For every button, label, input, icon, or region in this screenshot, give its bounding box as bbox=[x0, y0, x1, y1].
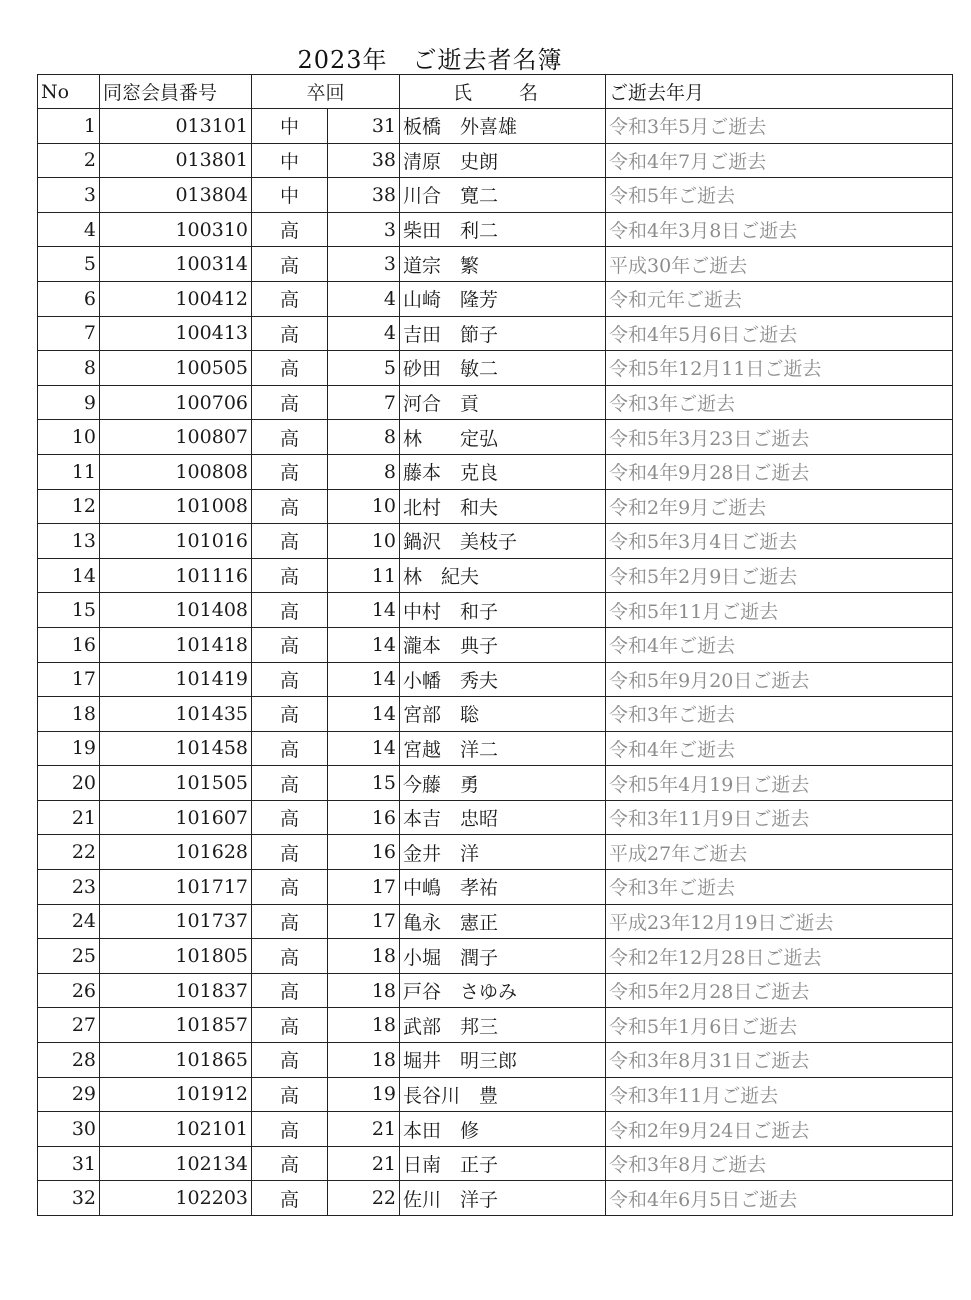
row-number: 26 bbox=[38, 973, 100, 1008]
table-row bbox=[38, 351, 953, 386]
member-name: 中嶋 孝祐 bbox=[400, 870, 606, 905]
page-title: 2023年 ご逝去者名簿 bbox=[297, 46, 563, 74]
member-number: 102101 bbox=[100, 1112, 252, 1147]
member-name: 鍋沢 美枝子 bbox=[400, 524, 606, 559]
graduation-class: 18 bbox=[328, 1043, 400, 1078]
row-number: 20 bbox=[38, 766, 100, 801]
school-type: 高 bbox=[252, 593, 328, 628]
school-type: 高 bbox=[252, 939, 328, 974]
table-row bbox=[38, 109, 953, 144]
graduation-class: 4 bbox=[328, 316, 400, 351]
member-number: 101419 bbox=[100, 662, 252, 697]
member-number: 013101 bbox=[100, 109, 252, 144]
deceased-date: 令和5年2月9日ご逝去 bbox=[606, 558, 953, 593]
row-number: 13 bbox=[38, 524, 100, 559]
school-type: 高 bbox=[252, 697, 328, 732]
graduation-class: 21 bbox=[328, 1146, 400, 1181]
member-name: 金井 洋 bbox=[400, 835, 606, 870]
member-number: 101717 bbox=[100, 870, 252, 905]
table-row bbox=[38, 558, 953, 593]
member-name: 板橋 外喜雄 bbox=[400, 109, 606, 144]
member-name: 川合 寛二 bbox=[400, 178, 606, 213]
school-type: 高 bbox=[252, 524, 328, 559]
table-row bbox=[38, 1077, 953, 1112]
deceased-date: 令和5年12月11日ご逝去 bbox=[606, 351, 953, 386]
table-row bbox=[38, 489, 953, 524]
school-type: 高 bbox=[252, 870, 328, 905]
deceased-date: 令和2年9月24日ご逝去 bbox=[606, 1112, 953, 1147]
row-number: 1 bbox=[38, 109, 100, 144]
header-member-number: 同窓会員番号 bbox=[100, 75, 252, 109]
graduation-class: 14 bbox=[328, 731, 400, 766]
row-number: 24 bbox=[38, 904, 100, 939]
school-type: 高 bbox=[252, 662, 328, 697]
school-type: 高 bbox=[252, 385, 328, 420]
graduation-class: 17 bbox=[328, 904, 400, 939]
school-type: 高 bbox=[252, 247, 328, 282]
member-name: 日南 正子 bbox=[400, 1146, 606, 1181]
deceased-date: 令和元年ご逝去 bbox=[606, 281, 953, 316]
deceased-date: 令和3年5月ご逝去 bbox=[606, 109, 953, 144]
member-name: 今藤 勇 bbox=[400, 766, 606, 801]
school-type: 高 bbox=[252, 1112, 328, 1147]
deceased-date: 令和3年11月ご逝去 bbox=[606, 1077, 953, 1112]
table-row bbox=[38, 904, 953, 939]
school-type: 高 bbox=[252, 316, 328, 351]
graduation-class: 38 bbox=[328, 178, 400, 213]
deceased-date: 令和2年9月ご逝去 bbox=[606, 489, 953, 524]
school-type: 中 bbox=[252, 109, 328, 144]
member-name: 小幡 秀夫 bbox=[400, 662, 606, 697]
member-name: 林 紀夫 bbox=[400, 558, 606, 593]
member-name: 長谷川 豊 bbox=[400, 1077, 606, 1112]
member-name: 河合 貢 bbox=[400, 385, 606, 420]
table-row bbox=[38, 247, 953, 282]
graduation-class: 14 bbox=[328, 627, 400, 662]
table-row bbox=[38, 524, 953, 559]
deceased-date: 令和3年8月ご逝去 bbox=[606, 1146, 953, 1181]
row-number: 25 bbox=[38, 939, 100, 974]
table-row bbox=[38, 1112, 953, 1147]
member-name: 砂田 敏二 bbox=[400, 351, 606, 386]
table-row bbox=[38, 281, 953, 316]
member-number: 101458 bbox=[100, 731, 252, 766]
table-row bbox=[38, 454, 953, 489]
deceased-date: 令和5年9月20日ご逝去 bbox=[606, 662, 953, 697]
header-date: ご逝去年月 bbox=[606, 75, 953, 109]
deceased-date: 令和4年5月6日ご逝去 bbox=[606, 316, 953, 351]
row-number: 12 bbox=[38, 489, 100, 524]
table-row bbox=[38, 1146, 953, 1181]
deceased-date: 令和3年ご逝去 bbox=[606, 697, 953, 732]
table-row bbox=[38, 835, 953, 870]
deceased-date: 令和5年3月23日ご逝去 bbox=[606, 420, 953, 455]
member-name: 藤本 克良 bbox=[400, 454, 606, 489]
school-type: 中 bbox=[252, 143, 328, 178]
member-number: 013804 bbox=[100, 178, 252, 213]
deceased-date: 令和5年11月ご逝去 bbox=[606, 593, 953, 628]
graduation-class: 3 bbox=[328, 247, 400, 282]
row-number: 14 bbox=[38, 558, 100, 593]
member-name: 堀井 明三郎 bbox=[400, 1043, 606, 1078]
row-number: 17 bbox=[38, 662, 100, 697]
table-row bbox=[38, 143, 953, 178]
table-row bbox=[38, 731, 953, 766]
member-number: 101435 bbox=[100, 697, 252, 732]
graduation-class: 14 bbox=[328, 593, 400, 628]
member-name: 山崎 隆芳 bbox=[400, 281, 606, 316]
row-number: 28 bbox=[38, 1043, 100, 1078]
row-number: 16 bbox=[38, 627, 100, 662]
table-row bbox=[38, 697, 953, 732]
row-number: 31 bbox=[38, 1146, 100, 1181]
member-name: 佐川 洋子 bbox=[400, 1181, 606, 1216]
graduation-class: 31 bbox=[328, 109, 400, 144]
deceased-date: 令和3年11月9日ご逝去 bbox=[606, 800, 953, 835]
graduation-class: 18 bbox=[328, 973, 400, 1008]
member-number: 102203 bbox=[100, 1181, 252, 1216]
member-name: 本吉 忠昭 bbox=[400, 800, 606, 835]
table-row bbox=[38, 212, 953, 247]
graduation-class: 3 bbox=[328, 212, 400, 247]
row-number: 23 bbox=[38, 870, 100, 905]
row-number: 2 bbox=[38, 143, 100, 178]
school-type: 高 bbox=[252, 454, 328, 489]
member-number: 101418 bbox=[100, 627, 252, 662]
member-name: 中村 和子 bbox=[400, 593, 606, 628]
graduation-class: 18 bbox=[328, 1008, 400, 1043]
graduation-class: 22 bbox=[328, 1181, 400, 1216]
row-number: 4 bbox=[38, 212, 100, 247]
graduation-class: 8 bbox=[328, 420, 400, 455]
table-row bbox=[38, 1181, 953, 1216]
row-number: 5 bbox=[38, 247, 100, 282]
member-name: 戸谷 さゆみ bbox=[400, 973, 606, 1008]
member-number: 101805 bbox=[100, 939, 252, 974]
member-number: 101008 bbox=[100, 489, 252, 524]
table-row bbox=[38, 385, 953, 420]
member-number: 100310 bbox=[100, 212, 252, 247]
school-type: 高 bbox=[252, 489, 328, 524]
school-type: 高 bbox=[252, 1043, 328, 1078]
school-type: 高 bbox=[252, 1146, 328, 1181]
school-type: 高 bbox=[252, 281, 328, 316]
row-number: 18 bbox=[38, 697, 100, 732]
member-name: 小堀 潤子 bbox=[400, 939, 606, 974]
table-row bbox=[38, 973, 953, 1008]
member-number: 101505 bbox=[100, 766, 252, 801]
member-name: 北村 和夫 bbox=[400, 489, 606, 524]
member-number: 101116 bbox=[100, 558, 252, 593]
member-number: 102134 bbox=[100, 1146, 252, 1181]
school-type: 高 bbox=[252, 420, 328, 455]
graduation-class: 10 bbox=[328, 524, 400, 559]
member-number: 100505 bbox=[100, 351, 252, 386]
school-type: 高 bbox=[252, 627, 328, 662]
member-number: 101865 bbox=[100, 1043, 252, 1078]
member-name: 宮越 洋二 bbox=[400, 731, 606, 766]
graduation-class: 16 bbox=[328, 800, 400, 835]
member-number: 100808 bbox=[100, 454, 252, 489]
table-row bbox=[38, 870, 953, 905]
member-name: 道宗 繁 bbox=[400, 247, 606, 282]
row-number: 9 bbox=[38, 385, 100, 420]
graduation-class: 19 bbox=[328, 1077, 400, 1112]
graduation-class: 14 bbox=[328, 662, 400, 697]
row-number: 7 bbox=[38, 316, 100, 351]
deceased-date: 平成27年ご逝去 bbox=[606, 835, 953, 870]
member-name: 林 定弘 bbox=[400, 420, 606, 455]
school-type: 高 bbox=[252, 731, 328, 766]
table-row bbox=[38, 593, 953, 628]
deceased-date: 令和4年6月5日ご逝去 bbox=[606, 1181, 953, 1216]
member-name: 宮部 聡 bbox=[400, 697, 606, 732]
row-number: 29 bbox=[38, 1077, 100, 1112]
member-name: 吉田 節子 bbox=[400, 316, 606, 351]
member-name: 武部 邦三 bbox=[400, 1008, 606, 1043]
row-number: 32 bbox=[38, 1181, 100, 1216]
row-number: 3 bbox=[38, 178, 100, 213]
table-row bbox=[38, 662, 953, 697]
member-number: 100412 bbox=[100, 281, 252, 316]
deceased-date: 令和5年ご逝去 bbox=[606, 178, 953, 213]
graduation-class: 38 bbox=[328, 143, 400, 178]
member-name: 瀧本 典子 bbox=[400, 627, 606, 662]
row-number: 11 bbox=[38, 454, 100, 489]
member-name: 亀永 憲正 bbox=[400, 904, 606, 939]
header-no: No bbox=[38, 75, 100, 109]
table-row bbox=[38, 1008, 953, 1043]
member-number: 100706 bbox=[100, 385, 252, 420]
row-number: 22 bbox=[38, 835, 100, 870]
row-number: 30 bbox=[38, 1112, 100, 1147]
member-name: 清原 史朗 bbox=[400, 143, 606, 178]
graduation-class: 18 bbox=[328, 939, 400, 974]
school-type: 高 bbox=[252, 835, 328, 870]
member-number: 101857 bbox=[100, 1008, 252, 1043]
graduation-class: 5 bbox=[328, 351, 400, 386]
table-header-row bbox=[38, 75, 953, 109]
member-number: 101408 bbox=[100, 593, 252, 628]
deceased-date: 平成23年12月19日ご逝去 bbox=[606, 904, 953, 939]
deceased-date: 令和4年3月8日ご逝去 bbox=[606, 212, 953, 247]
row-number: 21 bbox=[38, 800, 100, 835]
deceased-date: 令和5年4月19日ご逝去 bbox=[606, 766, 953, 801]
graduation-class: 17 bbox=[328, 870, 400, 905]
header-name: 氏 名 bbox=[400, 75, 606, 109]
table-body bbox=[38, 109, 953, 1216]
deceased-date: 令和4年ご逝去 bbox=[606, 731, 953, 766]
deceased-date: 平成30年ご逝去 bbox=[606, 247, 953, 282]
deceased-date: 令和3年8月31日ご逝去 bbox=[606, 1043, 953, 1078]
table-row bbox=[38, 420, 953, 455]
school-type: 高 bbox=[252, 1181, 328, 1216]
school-type: 高 bbox=[252, 766, 328, 801]
school-type: 高 bbox=[252, 558, 328, 593]
deceased-date: 令和3年ご逝去 bbox=[606, 385, 953, 420]
deceased-roster-table bbox=[37, 74, 953, 1216]
school-type: 中 bbox=[252, 178, 328, 213]
deceased-date: 令和5年2月28日ご逝去 bbox=[606, 973, 953, 1008]
graduation-class: 7 bbox=[328, 385, 400, 420]
graduation-class: 21 bbox=[328, 1112, 400, 1147]
graduation-class: 14 bbox=[328, 697, 400, 732]
member-name: 柴田 利二 bbox=[400, 212, 606, 247]
member-number: 100314 bbox=[100, 247, 252, 282]
deceased-date: 令和4年9月28日ご逝去 bbox=[606, 454, 953, 489]
row-number: 8 bbox=[38, 351, 100, 386]
graduation-class: 11 bbox=[328, 558, 400, 593]
deceased-date: 令和4年7月ご逝去 bbox=[606, 143, 953, 178]
school-type: 高 bbox=[252, 904, 328, 939]
row-number: 19 bbox=[38, 731, 100, 766]
member-number: 100413 bbox=[100, 316, 252, 351]
member-number: 101628 bbox=[100, 835, 252, 870]
row-number: 15 bbox=[38, 593, 100, 628]
table-row bbox=[38, 627, 953, 662]
member-number: 101016 bbox=[100, 524, 252, 559]
member-number: 101837 bbox=[100, 973, 252, 1008]
deceased-date: 令和3年ご逝去 bbox=[606, 870, 953, 905]
row-number: 6 bbox=[38, 281, 100, 316]
table-row bbox=[38, 316, 953, 351]
graduation-class: 4 bbox=[328, 281, 400, 316]
table-row bbox=[38, 178, 953, 213]
member-number: 101912 bbox=[100, 1077, 252, 1112]
school-type: 高 bbox=[252, 351, 328, 386]
deceased-date: 令和4年ご逝去 bbox=[606, 627, 953, 662]
graduation-class: 10 bbox=[328, 489, 400, 524]
table-row bbox=[38, 800, 953, 835]
deceased-date: 令和2年12月28日ご逝去 bbox=[606, 939, 953, 974]
table-row bbox=[38, 766, 953, 801]
member-number: 013801 bbox=[100, 143, 252, 178]
school-type: 高 bbox=[252, 1008, 328, 1043]
deceased-date: 令和5年3月4日ご逝去 bbox=[606, 524, 953, 559]
table-row bbox=[38, 1043, 953, 1078]
table-row bbox=[38, 939, 953, 974]
row-number: 27 bbox=[38, 1008, 100, 1043]
graduation-class: 16 bbox=[328, 835, 400, 870]
graduation-class: 15 bbox=[328, 766, 400, 801]
member-name: 本田 修 bbox=[400, 1112, 606, 1147]
school-type: 高 bbox=[252, 800, 328, 835]
member-number: 101737 bbox=[100, 904, 252, 939]
school-type: 高 bbox=[252, 973, 328, 1008]
graduation-class: 8 bbox=[328, 454, 400, 489]
member-number: 101607 bbox=[100, 800, 252, 835]
school-type: 高 bbox=[252, 1077, 328, 1112]
school-type: 高 bbox=[252, 212, 328, 247]
member-number: 100807 bbox=[100, 420, 252, 455]
header-class: 卒回 bbox=[252, 75, 400, 109]
row-number: 10 bbox=[38, 420, 100, 455]
deceased-date: 令和5年1月6日ご逝去 bbox=[606, 1008, 953, 1043]
